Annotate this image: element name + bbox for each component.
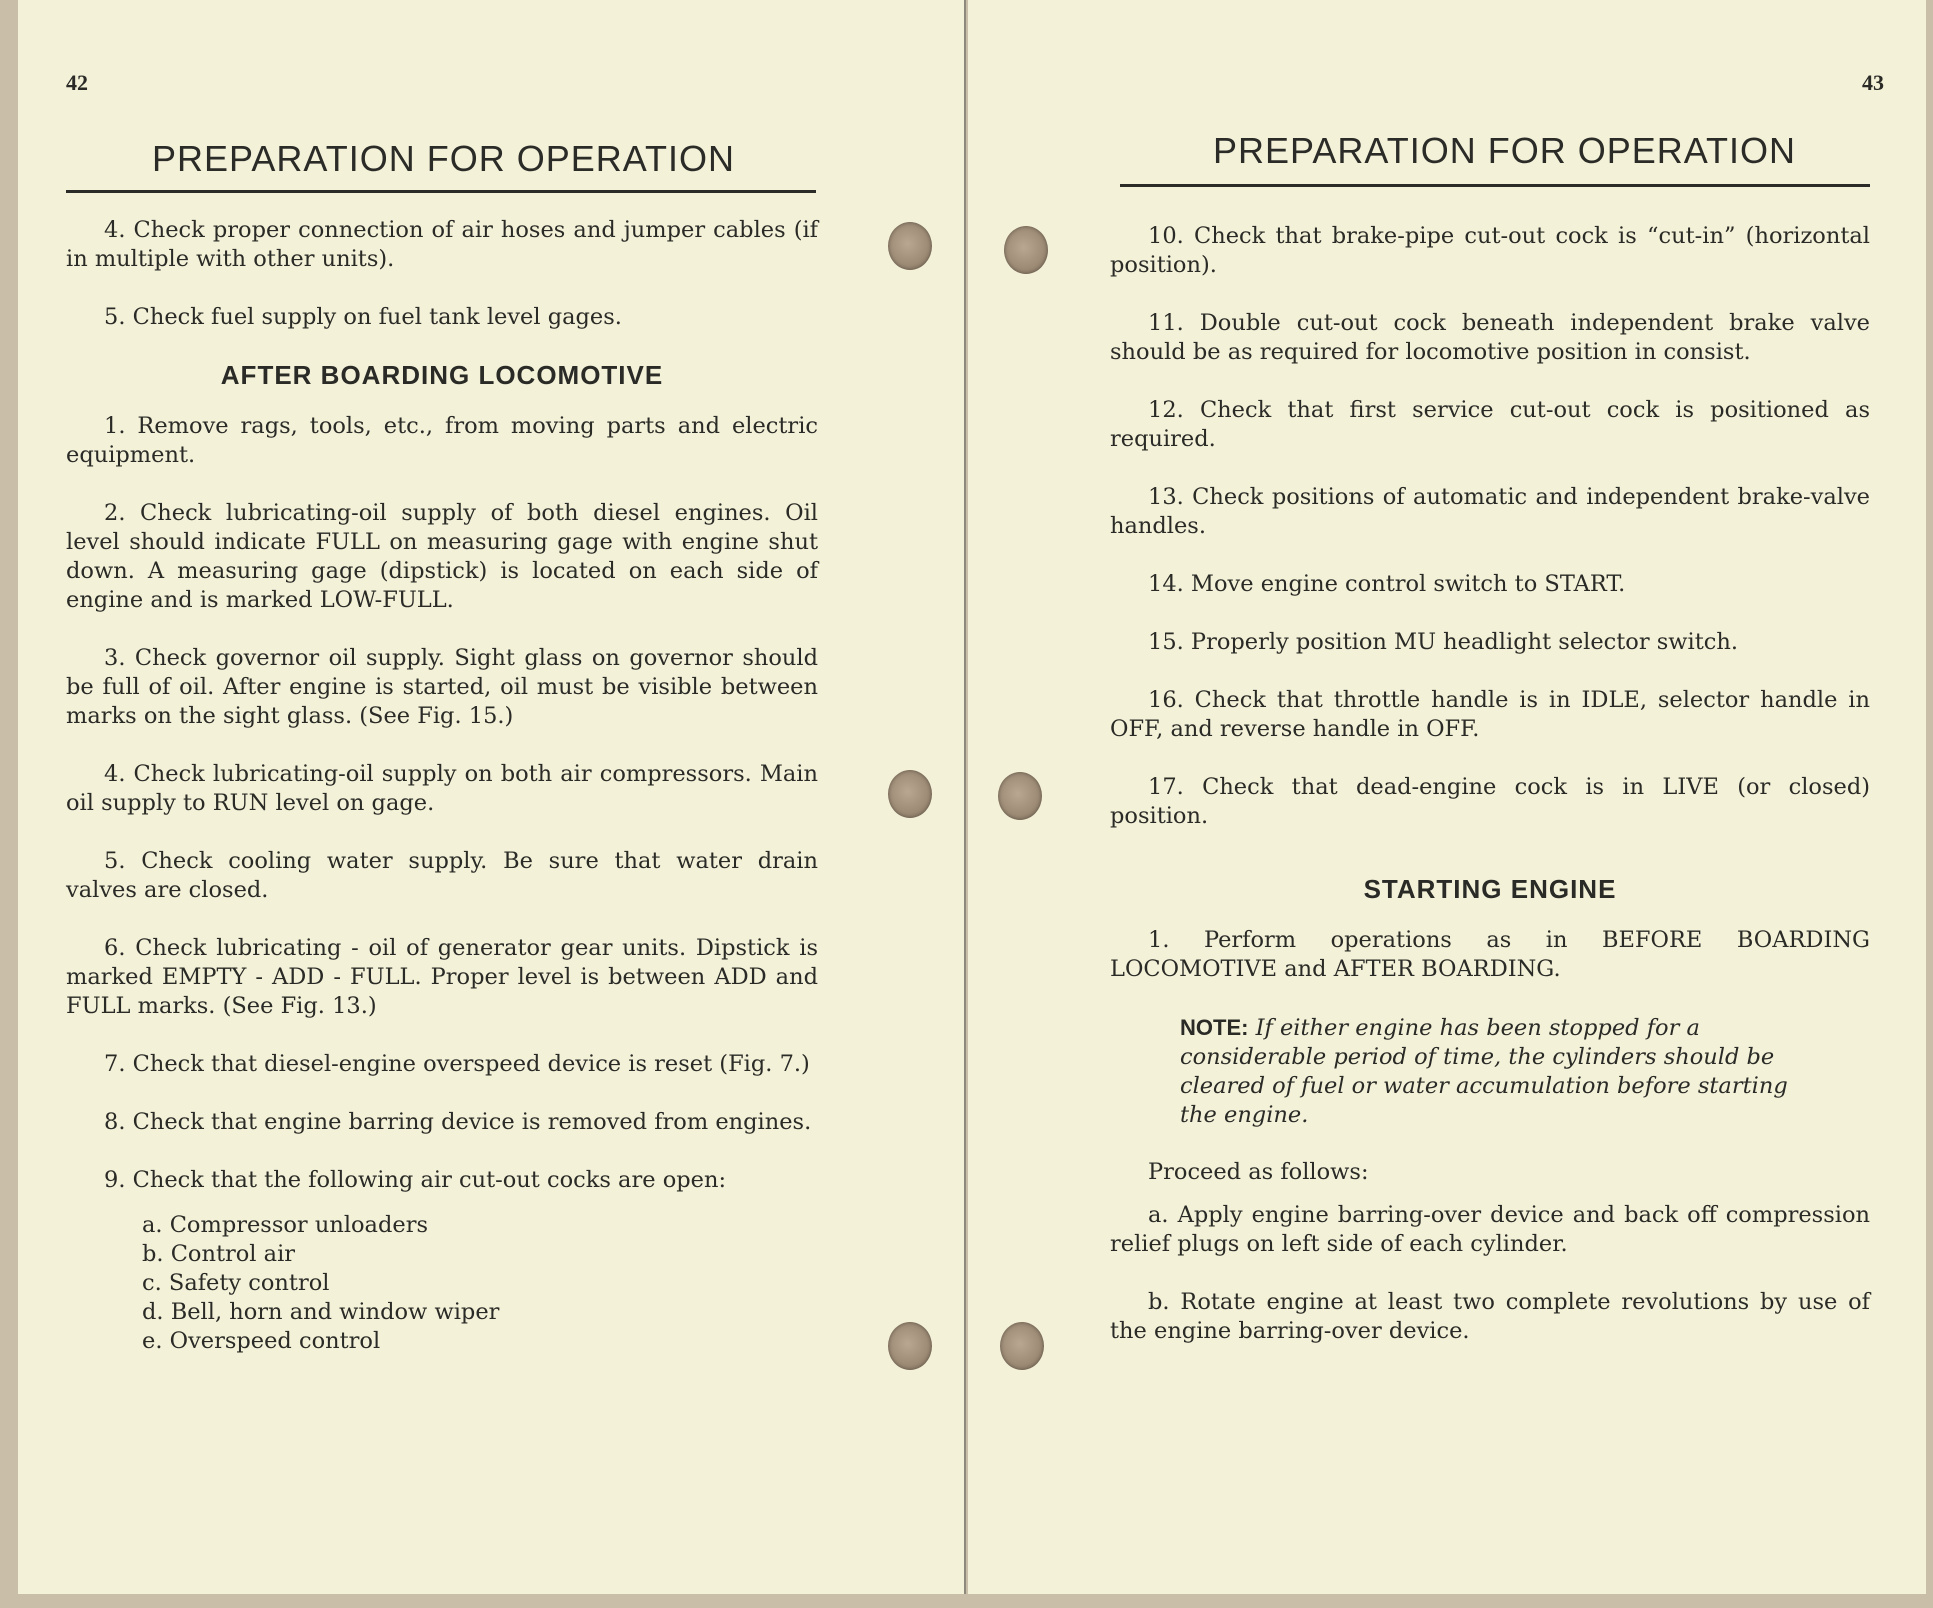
- list-item: 5. Check fuel supply on fuel tank level gages.: [104, 304, 622, 330]
- title-rule-left: [66, 190, 816, 193]
- sub-list-item: b. Control air: [142, 1241, 296, 1267]
- list-item: a. Apply engine barring-over device and back off compression relief plugs on left side of each cylinder.: [1110, 1202, 1870, 1257]
- left-content: [66, 216, 818, 1356]
- list-item: 2. Check lubricating-oil supply of both diesel engines. Oil level should indicate FULL on measuring gage with engine shut down. A measuring gage (dipstick) is located on each side of engine and is marked LOW-FULL.: [66, 500, 818, 613]
- list-item: 17. Check that dead-engine cock is in LIVE (or closed) position.: [1110, 774, 1870, 829]
- punch-hole-icon: [888, 1322, 932, 1370]
- list-item: 1. Remove rags, tools, etc., from moving parts and electric equipment.: [66, 413, 818, 468]
- list-item: 3. Check governor oil supply. Sight glass on governor should be full of oil. After engine is started, oil must be visible between marks on the sight glass. (See Fig. 15.): [66, 645, 818, 729]
- page-number-right: 43: [1862, 70, 1884, 95]
- cutout-cocks-list: [66, 1211, 818, 1356]
- page-title-left: PREPARATION FOR OPERATION: [152, 138, 736, 179]
- sub-list-item: a. Compressor unloaders: [142, 1212, 428, 1238]
- list-item: 15. Properly position MU headlight selector switch.: [1148, 629, 1739, 655]
- list-item: 8. Check that engine barring device is removed from engines.: [104, 1109, 812, 1135]
- title-rule-right: [1120, 184, 1870, 187]
- note-text: If either engine has been stopped for a considerable period of time, the cylinders should be cleared of fuel or water accumulation before starting the engine.: [1180, 1015, 1788, 1128]
- list-item: 4. Check proper connection of air hoses and jumper cables (if in multiple with other units).: [66, 217, 818, 272]
- section-heading-after-boarding: AFTER BOARDING LOCOMOTIVE: [220, 360, 664, 390]
- page-title-right: PREPARATION FOR OPERATION: [1213, 130, 1797, 171]
- section-heading-starting-engine: STARTING ENGINE: [1363, 874, 1617, 904]
- sub-list-item: c. Safety control: [142, 1270, 330, 1296]
- sub-list-item: e. Overspeed control: [142, 1328, 381, 1354]
- list-item: 9. Check that the following air cut-out cocks are open:: [104, 1167, 727, 1193]
- list-item: 5. Check cooling water supply. Be sure that water drain valves are closed.: [66, 848, 818, 903]
- left-page: [18, 0, 966, 1594]
- note-label: NOTE:: [1180, 1015, 1249, 1040]
- list-item: 11. Double cut-out cock beneath independent brake valve should be as required for locomotive position in consist.: [1110, 310, 1870, 365]
- list-item: 14. Move engine control switch to START.: [1148, 571, 1626, 597]
- list-item: 12. Check that first service cut-out cock is positioned as required.: [1110, 397, 1870, 452]
- punch-hole-icon: [1000, 1322, 1044, 1370]
- proceed-text: Proceed as follows:: [1148, 1159, 1369, 1185]
- list-item: 4. Check lubricating-oil supply on both air compressors. Main oil supply to RUN level on gage.: [66, 761, 818, 816]
- punch-hole-icon: [888, 770, 932, 818]
- note-block: [1180, 1013, 1830, 1130]
- right-page: [968, 0, 1926, 1594]
- page-number-left: 42: [66, 70, 88, 95]
- punch-hole-icon: [888, 222, 932, 270]
- list-item: 13. Check positions of automatic and independent brake-valve handles.: [1110, 484, 1870, 539]
- punch-hole-icon: [1004, 226, 1048, 274]
- right-content: [1110, 222, 1870, 1375]
- list-item: 1. Perform operations as in BEFORE BOARDING LOCOMOTIVE and AFTER BOARDING.: [1110, 927, 1870, 982]
- list-item: 10. Check that brake-pipe cut-out cock is “cut-in” (horizontal position).: [1110, 223, 1870, 278]
- list-item: 6. Check lubricating - oil of generator gear units. Dipstick is marked EMPTY - ADD - FULL. Proper level is between ADD and FULL marks. (See Fig. 13.): [66, 935, 818, 1019]
- list-item: 16. Check that throttle handle is in IDLE, selector handle in OFF, and reverse handle in OFF.: [1110, 687, 1870, 742]
- punch-hole-icon: [998, 772, 1042, 820]
- sub-list-item: d. Bell, horn and window wiper: [142, 1299, 500, 1325]
- list-item: 7. Check that diesel-engine overspeed device is reset (Fig. 7.): [104, 1051, 810, 1077]
- list-item: b. Rotate engine at least two complete revolutions by use of the engine barring-over device.: [1110, 1289, 1870, 1344]
